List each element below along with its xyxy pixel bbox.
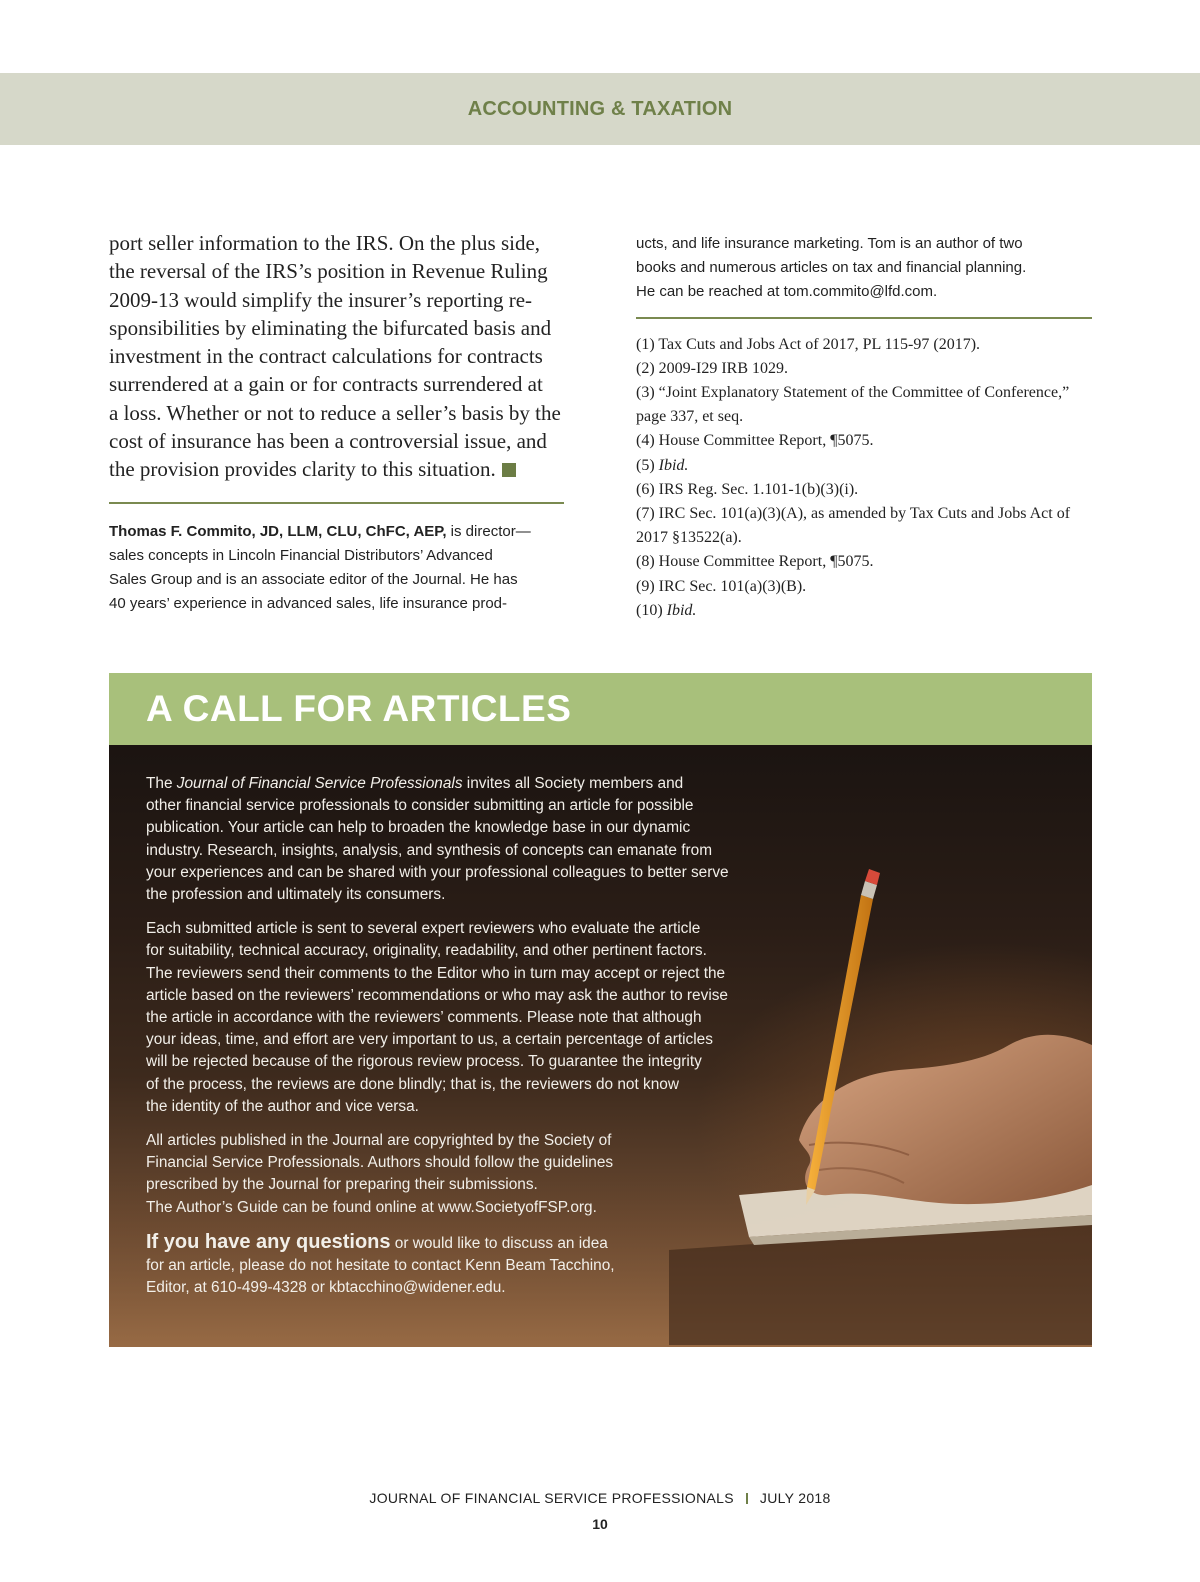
endnote: (2) 2009-I29 IRB 1029. bbox=[636, 359, 788, 377]
end-of-article-mark bbox=[502, 463, 516, 477]
call-for-articles-text bbox=[146, 773, 826, 1311]
cfa-line: of the process, the reviews are done blindly; that is, the reviewers do not know bbox=[146, 1075, 679, 1093]
cfa-paragraph-contact bbox=[146, 1231, 826, 1300]
cfa-line: prescribed by the Journal for preparing their submissions. bbox=[146, 1176, 538, 1194]
bio-line: 40 years’ experience in advanced sales, life insurance prod- bbox=[109, 595, 508, 613]
section-header-band bbox=[0, 73, 1200, 145]
cfa-line: The bbox=[146, 775, 177, 792]
body-line: a loss. Whether or not to reduce a seller’s basis by the bbox=[109, 400, 561, 425]
cfa-line: for suitability, technical accuracy, originality, readability, and other pertinent factors. bbox=[146, 942, 707, 960]
cfa-line: All articles published in the Journal are copyrighted by the Society of bbox=[146, 1132, 612, 1150]
body-line: 2009-13 would simplify the insurer’s reporting re- bbox=[109, 287, 533, 312]
endnotes-list bbox=[636, 333, 1092, 623]
endnote: (8) House Committee Report, ¶5075. bbox=[636, 553, 874, 571]
cfa-line: publication. Your article can help to broaden the knowledge base in our dynamic bbox=[146, 819, 691, 837]
endnote-ibid: Ibid. bbox=[658, 456, 689, 474]
endnote-ibid: Ibid. bbox=[666, 601, 697, 619]
cfa-line: article based on the reviewers’ recommendations or who may ask the author to revise bbox=[146, 986, 728, 1004]
cfa-paragraph-invitation bbox=[146, 773, 826, 906]
bio-line: Sales Group and is an associate editor of the Journal. He has bbox=[109, 571, 518, 589]
cfa-line: the article in accordance with the reviewers’ comments. Please note that although bbox=[146, 1009, 702, 1027]
section-title: ACCOUNTING & TAXATION bbox=[467, 97, 733, 120]
right-column bbox=[636, 232, 1092, 623]
author-bio bbox=[109, 520, 564, 617]
cfa-line: Financial Service Professionals. Authors should follow the guidelines bbox=[146, 1154, 614, 1172]
cfa-line: the identity of the author and vice versa. bbox=[146, 1097, 419, 1115]
endnote-number: (5) bbox=[636, 456, 659, 474]
footer-journal: JOURNAL OF FINANCIAL SERVICE PROFESSIONALS bbox=[369, 1490, 734, 1506]
bio-line: is director— bbox=[446, 522, 531, 540]
call-for-articles-box bbox=[109, 673, 1092, 1347]
cfa-line: The Author’s Guide can be found online at www.SocietyofFSP.org. bbox=[146, 1198, 597, 1216]
call-for-articles-title: A CALL FOR ARTICLES bbox=[146, 688, 572, 729]
journal-title-italic: Journal of Financial Service Professionals bbox=[176, 775, 463, 792]
cfa-paragraph-copyright bbox=[146, 1130, 826, 1219]
author-bio-continued bbox=[636, 232, 1092, 305]
cfa-line: will be rejected because of the rigorous review process. To guarantee the integrity bbox=[146, 1053, 702, 1071]
endnote: (6) IRS Reg. Sec. 1.101-1(b)(3)(i). bbox=[636, 480, 859, 498]
bio-line: He can be reached at tom.commito@lfd.com. bbox=[636, 283, 938, 301]
body-line: the provision provides clarity to this situation. bbox=[109, 457, 496, 482]
cfa-line: or would like to discuss an idea bbox=[390, 1234, 608, 1252]
bio-line: books and numerous articles on tax and financial planning. bbox=[636, 259, 1027, 277]
endnote: page 337, et seq. bbox=[636, 408, 744, 426]
call-for-articles-body bbox=[109, 745, 1092, 1347]
cfa-paragraph-review bbox=[146, 918, 826, 1118]
questions-lead: If you have any questions bbox=[146, 1230, 391, 1253]
cfa-line: Editor, at 610-499-4328 or kbtacchino@widener.edu. bbox=[146, 1279, 506, 1297]
author-name: Thomas F. Commito, JD, LLM, CLU, ChFC, AEP, bbox=[109, 522, 447, 540]
left-column bbox=[109, 229, 564, 616]
bio-line: sales concepts in Lincoln Financial Distributors’ Advanced bbox=[109, 546, 493, 564]
body-line: surrendered at a gain or for contracts surrendered at bbox=[109, 372, 543, 397]
endnote: (7) IRC Sec. 101(a)(3)(A), as amended by Tax Cuts and Jobs Act of bbox=[636, 505, 1071, 523]
cfa-line: industry. Research, insights, analysis, and synthesis of concepts can emanate from bbox=[146, 841, 713, 859]
divider-rule bbox=[109, 502, 564, 504]
cfa-line: your ideas, time, and effort are very important to us, a certain percentage of articles bbox=[146, 1031, 713, 1049]
body-line: investment in the contract calculations for contracts bbox=[109, 344, 543, 369]
cfa-line: the profession and ultimately its consumers. bbox=[146, 886, 446, 904]
call-for-articles-header bbox=[109, 673, 1092, 745]
endnote: (4) House Committee Report, ¶5075. bbox=[636, 432, 874, 450]
cfa-line: for an article, please do not hesitate to contact Kenn Beam Tacchino, bbox=[146, 1257, 615, 1275]
body-line: port seller information to the IRS. On the plus side, bbox=[109, 231, 541, 255]
endnote bbox=[636, 599, 1092, 623]
cfa-line: your experiences and can be shared with your professional colleagues to better serve bbox=[146, 863, 729, 881]
endnote-number: (10) bbox=[636, 601, 667, 619]
page-footer bbox=[0, 1490, 1200, 1506]
endnote: (3) “Joint Explanatory Statement of the Committee of Conference,” bbox=[636, 384, 1070, 402]
cfa-line: Each submitted article is sent to several expert reviewers who evaluate the article bbox=[146, 920, 701, 938]
endnote: 2017 §13522(a). bbox=[636, 529, 742, 547]
endnote: (1) Tax Cuts and Jobs Act of 2017, PL 115-97 (2017). bbox=[636, 335, 981, 353]
cfa-line: other financial service professionals to consider submitting an article for possible bbox=[146, 797, 694, 815]
body-line: the reversal of the IRS’s position in Revenue Ruling bbox=[109, 259, 548, 284]
body-line: sponsibilities by eliminating the bifurcated basis and bbox=[109, 315, 552, 340]
endnote bbox=[636, 454, 1092, 478]
article-conclusion bbox=[109, 229, 564, 484]
endnote: (9) IRC Sec. 101(a)(3)(B). bbox=[636, 577, 807, 595]
divider-rule bbox=[636, 317, 1092, 319]
bio-line: ucts, and life insurance marketing. Tom is an author of two bbox=[636, 235, 1023, 252]
footer-date: JULY 2018 bbox=[759, 1490, 831, 1506]
page-number: 10 bbox=[592, 1516, 608, 1532]
footer-separator bbox=[746, 1493, 748, 1504]
cfa-line: invites all Society members and bbox=[462, 775, 684, 792]
cfa-line: The reviewers send their comments to the Editor who in turn may accept or reject the bbox=[146, 964, 726, 982]
body-line: cost of insurance has been a controversial issue, and bbox=[109, 429, 547, 454]
